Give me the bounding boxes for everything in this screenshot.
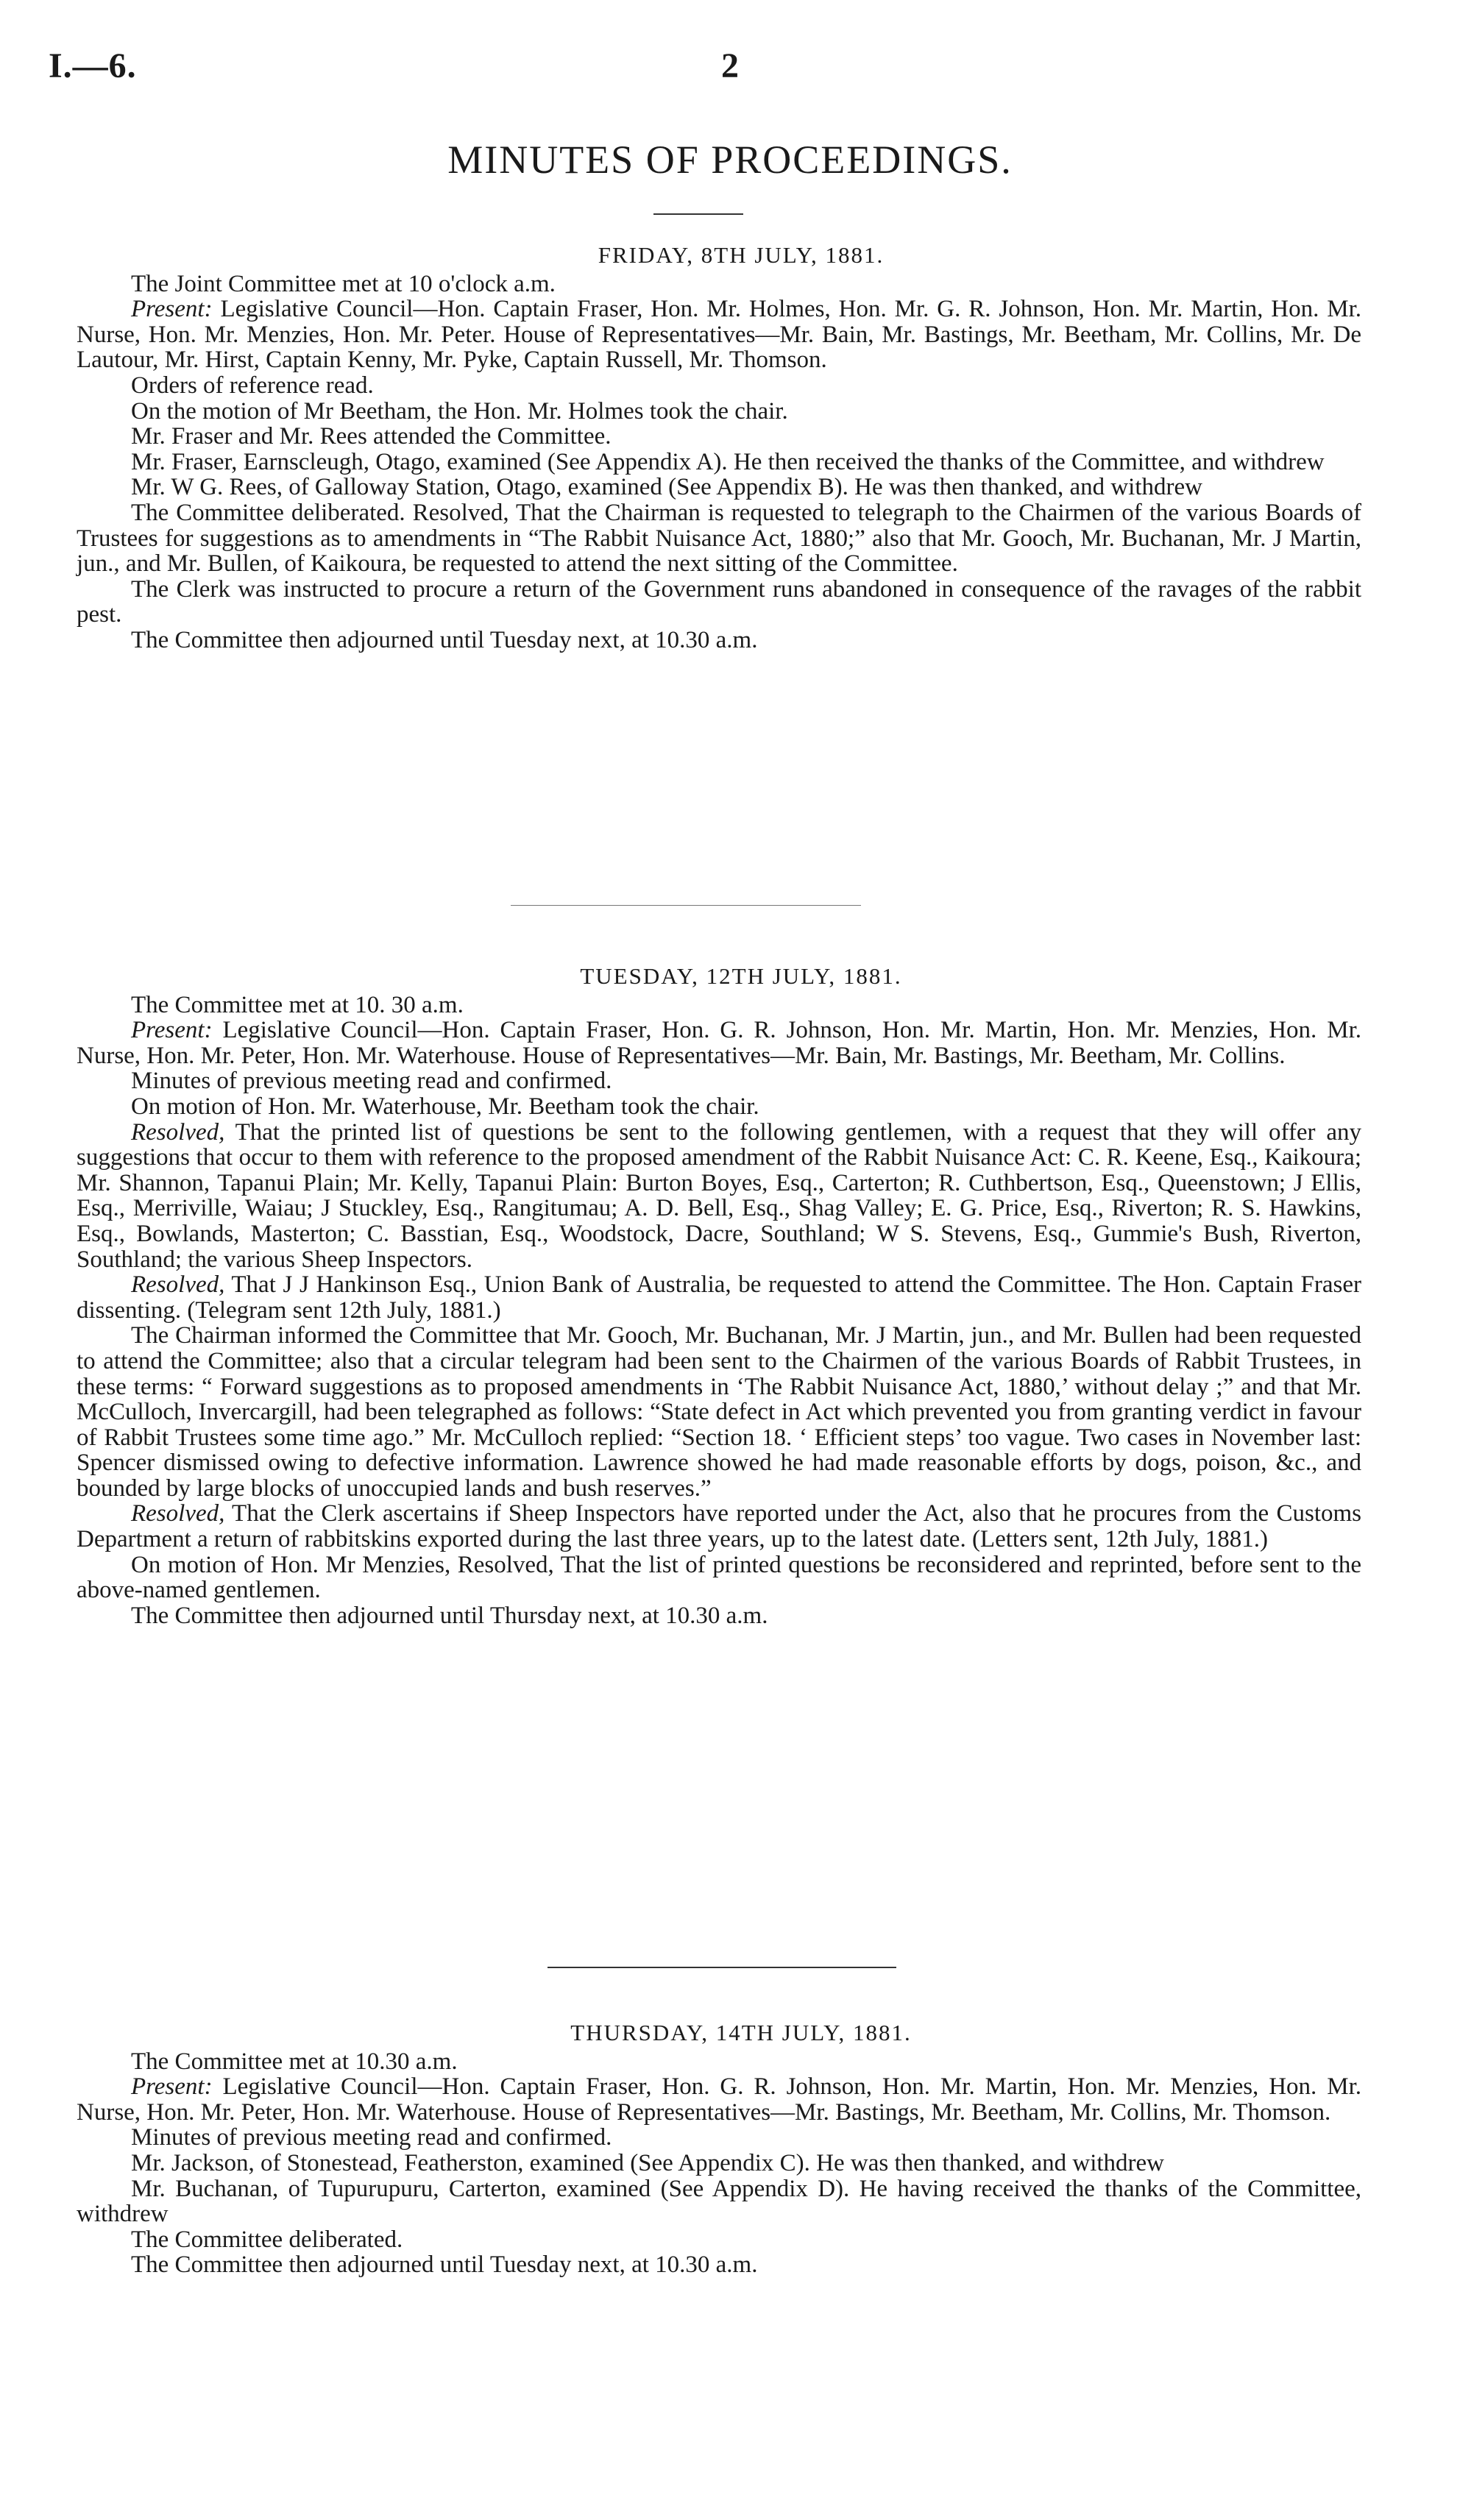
meeting-date: THURSDAY, 14TH JULY, 1881. bbox=[570, 2020, 912, 2045]
paragraph-text: That the printed list of questions be sent to the following gentlemen, with a request that they will offer any suggestions that occur to them with reference to the proposed amendment of the Rabbit Nuisance Act: C. R. Keene, Esq., Kaikoura; Mr. Shannon, Tapanui Plain; Mr. Kelly, Tapanui Plain: Burton Boyes, Esq., Carterton; R. Cuthbertson, Esq., Queenstown; J Ellis, Esq., Merriville, Waiau; J Stuckley, Esq., Rangitumau; A. D. Bell, Esq., Shag Valley; E. G. Price, Esq., Riverton; R. S. Hawkins, Esq., Bowlands, Masterton; C. Basstian, Esq., Woodstock, Dacre, Southland; W S. Stevens, Esq., Gummie's Bush, Riverton, Southland; the various Sheep Inspectors. bbox=[77, 1118, 1361, 1273]
minutes-paragraph bbox=[77, 1603, 1361, 1629]
minutes-paragraph bbox=[77, 424, 1361, 450]
paragraph-text: The Committee met at 10.30 a.m. bbox=[131, 2048, 458, 2075]
section-divider bbox=[548, 1967, 896, 1968]
paragraph-text: Legislative Council—Hon. Captain Fraser, Hon. G. R. Johnson, Hon. Mr. Martin, Hon. Mr. Menzies, Hon. Mr. Nurse, Hon. Mr. Peter, Hon. Mr. Waterhouse. House of Representatives—Mr. Bain, Mr. Bastings, Mr. Beetham, Mr. Collins. bbox=[77, 1017, 1361, 1069]
paragraph-text: Mr. W G. Rees, of Galloway Station, Otago, examined (See Appendix B). He was then thanked, and withdrew bbox=[131, 474, 1202, 501]
paragraph-text: The Clerk was instructed to procure a return of the Government runs abandoned in consequence of the ravages of the rabbit pest. bbox=[77, 575, 1361, 628]
minutes-paragraph bbox=[77, 2176, 1361, 2227]
minutes-paragraph bbox=[77, 399, 1361, 425]
minutes-paragraph bbox=[77, 1501, 1361, 1552]
title-rule bbox=[653, 213, 743, 215]
paragraph-text: The Committee then adjourned until Tuesday next, at 10.30 a.m. bbox=[131, 626, 758, 653]
minutes-paragraph bbox=[77, 500, 1361, 577]
paragraph-text: Legislative Council—Hon. Captain Fraser, Hon. G. R. Johnson, Hon. Mr. Martin, Hon. Mr. Menzies, Hon. Mr. Nurse, Hon. Mr. Peter, Hon. Mr. Waterhouse. House of Representatives—Mr. Bastings, Mr. Beetham, Mr. Collins, Mr. Thomson. bbox=[77, 2073, 1361, 2126]
minutes-section-tuesday bbox=[77, 964, 1361, 1628]
meeting-date: FRIDAY, 8TH JULY, 1881. bbox=[598, 242, 885, 268]
minutes-section-friday bbox=[77, 243, 1361, 653]
paragraph-lead-word: Present: bbox=[131, 2073, 213, 2101]
minutes-paragraph bbox=[77, 450, 1361, 475]
page-number: 2 bbox=[721, 46, 739, 85]
paragraph-text: Minutes of previous meeting read and confirmed. bbox=[131, 2124, 612, 2151]
paragraph-lead-word: Present: bbox=[131, 296, 213, 323]
paragraph-text: Mr. Fraser, Earnscleugh, Otago, examined (See Appendix A). He then received the thanks of the Committee, and withdrew bbox=[131, 448, 1325, 475]
paragraph-text: On motion of Hon. Mr Menzies, Resolved, That the list of printed questions be reconsidered and reprinted, before sent to the above-named gentlemen. bbox=[77, 1551, 1361, 1604]
minutes-paragraph bbox=[77, 1120, 1361, 1273]
minutes-paragraph bbox=[77, 2125, 1361, 2151]
paragraph-text: Mr. Fraser and Mr. Rees attended the Committee. bbox=[131, 423, 612, 450]
paragraph-lead-word: Resolved, bbox=[131, 1271, 225, 1299]
minutes-paragraph bbox=[77, 271, 1361, 297]
minutes-paragraph bbox=[77, 373, 1361, 399]
minutes-paragraph bbox=[77, 2151, 1361, 2176]
minutes-paragraph bbox=[77, 297, 1361, 373]
paragraph-text: The Committee deliberated. bbox=[131, 2226, 403, 2253]
paragraph-text: The Chairman informed the Committee that Mr. Gooch, Mr. Buchanan, Mr. J Martin, jun., and Mr. Bullen had been requested to attend the Committee; also that a circular telegram had been sent to the Chairmen of the various Boards of Rabbit Trustees, in these terms: “ Forward suggestions as to proposed amendments in ‘The Rabbit Nuisance Act, 1880,’ without delay ;” and that Mr. McCulloch, Invercargill, had been telegraphed as follows: “State defect in Act which prevented you from granting verdict in favour of Rabbit Trustees some time ago.” Mr. McCulloch replied: “Section 18. ‘ Efficient steps’ too vague. Two cases in November last: Spencer dismissed owing to defective information. Lawrence showed he had made reasonable efforts by dogs, poison, &c., and bounded by large blocks of unoccupied lands and bush reserves.” bbox=[77, 1322, 1361, 1502]
paragraph-lead-word: Resolved, bbox=[131, 1500, 225, 1527]
minutes-paragraph bbox=[77, 1552, 1361, 1603]
paragraph-text: The Joint Committee met at 10 o'clock a.m. bbox=[131, 270, 556, 297]
minutes-paragraph bbox=[77, 1272, 1361, 1323]
minutes-section-thursday bbox=[77, 2020, 1361, 2278]
minutes-paragraph bbox=[77, 2049, 1361, 2075]
section-divider bbox=[511, 905, 861, 906]
paragraph-text: The Committee deliberated. Resolved, That the Chairman is requested to telegraph to the Chairmen of the various Boards of Trustees for suggestions as to amendments in “The Rabbit Nuisance Act, 1880;” also that Mr. Gooch, Mr. Buchanan, Mr. J Martin, jun., and Mr. Bullen, of Kaikoura, be requested to attend the next sitting of the Committee. bbox=[77, 499, 1361, 578]
paragraph-text: The Committee met at 10. 30 a.m. bbox=[131, 991, 464, 1018]
paragraph-text: Minutes of previous meeting read and confirmed. bbox=[131, 1068, 612, 1095]
paragraph-text: Mr. Jackson, of Stonestead, Featherston, examined (See Appendix C). He was then thanked, and withdrew bbox=[131, 2149, 1165, 2176]
minutes-paragraph bbox=[77, 2252, 1361, 2278]
paragraph-lead-word: Present: bbox=[131, 1017, 213, 1044]
paragraph-text: Orders of reference read. bbox=[131, 372, 374, 399]
paragraph-text: The Committee then adjourned until Thursday next, at 10.30 a.m. bbox=[131, 1602, 768, 1629]
paragraph-text: That the Clerk ascertains if Sheep Inspectors have reported under the Act, also that he procures from the Customs Department a return of rabbitskins exported during the last three years, up to the latest date. (Letters sent, 12th July, 1881.) bbox=[77, 1500, 1361, 1553]
page-title: MINUTES OF PROCEEDINGS. bbox=[447, 138, 1013, 182]
paragraph-text: Legislative Council—Hon. Captain Fraser, Hon. Mr. Holmes, Hon. Mr. G. R. Johnson, Hon. Mr. Martin, Hon. Mr. Nurse, Hon. Mr. Menzies, Hon. Mr. Peter. House of Representatives—Mr. Bain, Mr. Bastings, Mr. Beetham, Mr. Collins, Mr. De Lautour, Mr. Hirst, Captain Kenny, Mr. Pyke, Captain Russell, Mr. Thomson. bbox=[77, 296, 1361, 374]
minutes-paragraph bbox=[77, 2227, 1361, 2253]
minutes-paragraph bbox=[77, 577, 1361, 628]
paragraph-text: The Committee then adjourned until Tuesday next, at 10.30 a.m. bbox=[131, 2251, 758, 2279]
paragraph-text: On the motion of Mr Beetham, the Hon. Mr. Holmes took the chair. bbox=[131, 397, 788, 425]
minutes-paragraph bbox=[77, 993, 1361, 1018]
minutes-paragraph bbox=[77, 628, 1361, 653]
paragraph-lead-word: Resolved, bbox=[131, 1118, 225, 1146]
minutes-paragraph bbox=[77, 1068, 1361, 1094]
minutes-paragraph bbox=[77, 1323, 1361, 1501]
minutes-paragraph bbox=[77, 2074, 1361, 2125]
minutes-paragraph bbox=[77, 1094, 1361, 1120]
paragraph-text: On motion of Hon. Mr. Waterhouse, Mr. Beetham took the chair. bbox=[131, 1093, 759, 1120]
minutes-paragraph bbox=[77, 475, 1361, 500]
paper-reference: I.—6. bbox=[49, 46, 137, 85]
minutes-paragraph bbox=[77, 1018, 1361, 1068]
paragraph-text: That J J Hankinson Esq., Union Bank of Australia, be requested to attend the Committee. The Hon. Captain Fraser dissenting. (Telegram sent 12th July, 1881.) bbox=[77, 1271, 1361, 1324]
meeting-date: TUESDAY, 12TH JULY, 1881. bbox=[580, 963, 902, 989]
paragraph-text: Mr. Buchanan, of Tupurupuru, Carterton, examined (See Appendix D). He having received the thanks of the Committee, withdrew bbox=[77, 2175, 1361, 2228]
